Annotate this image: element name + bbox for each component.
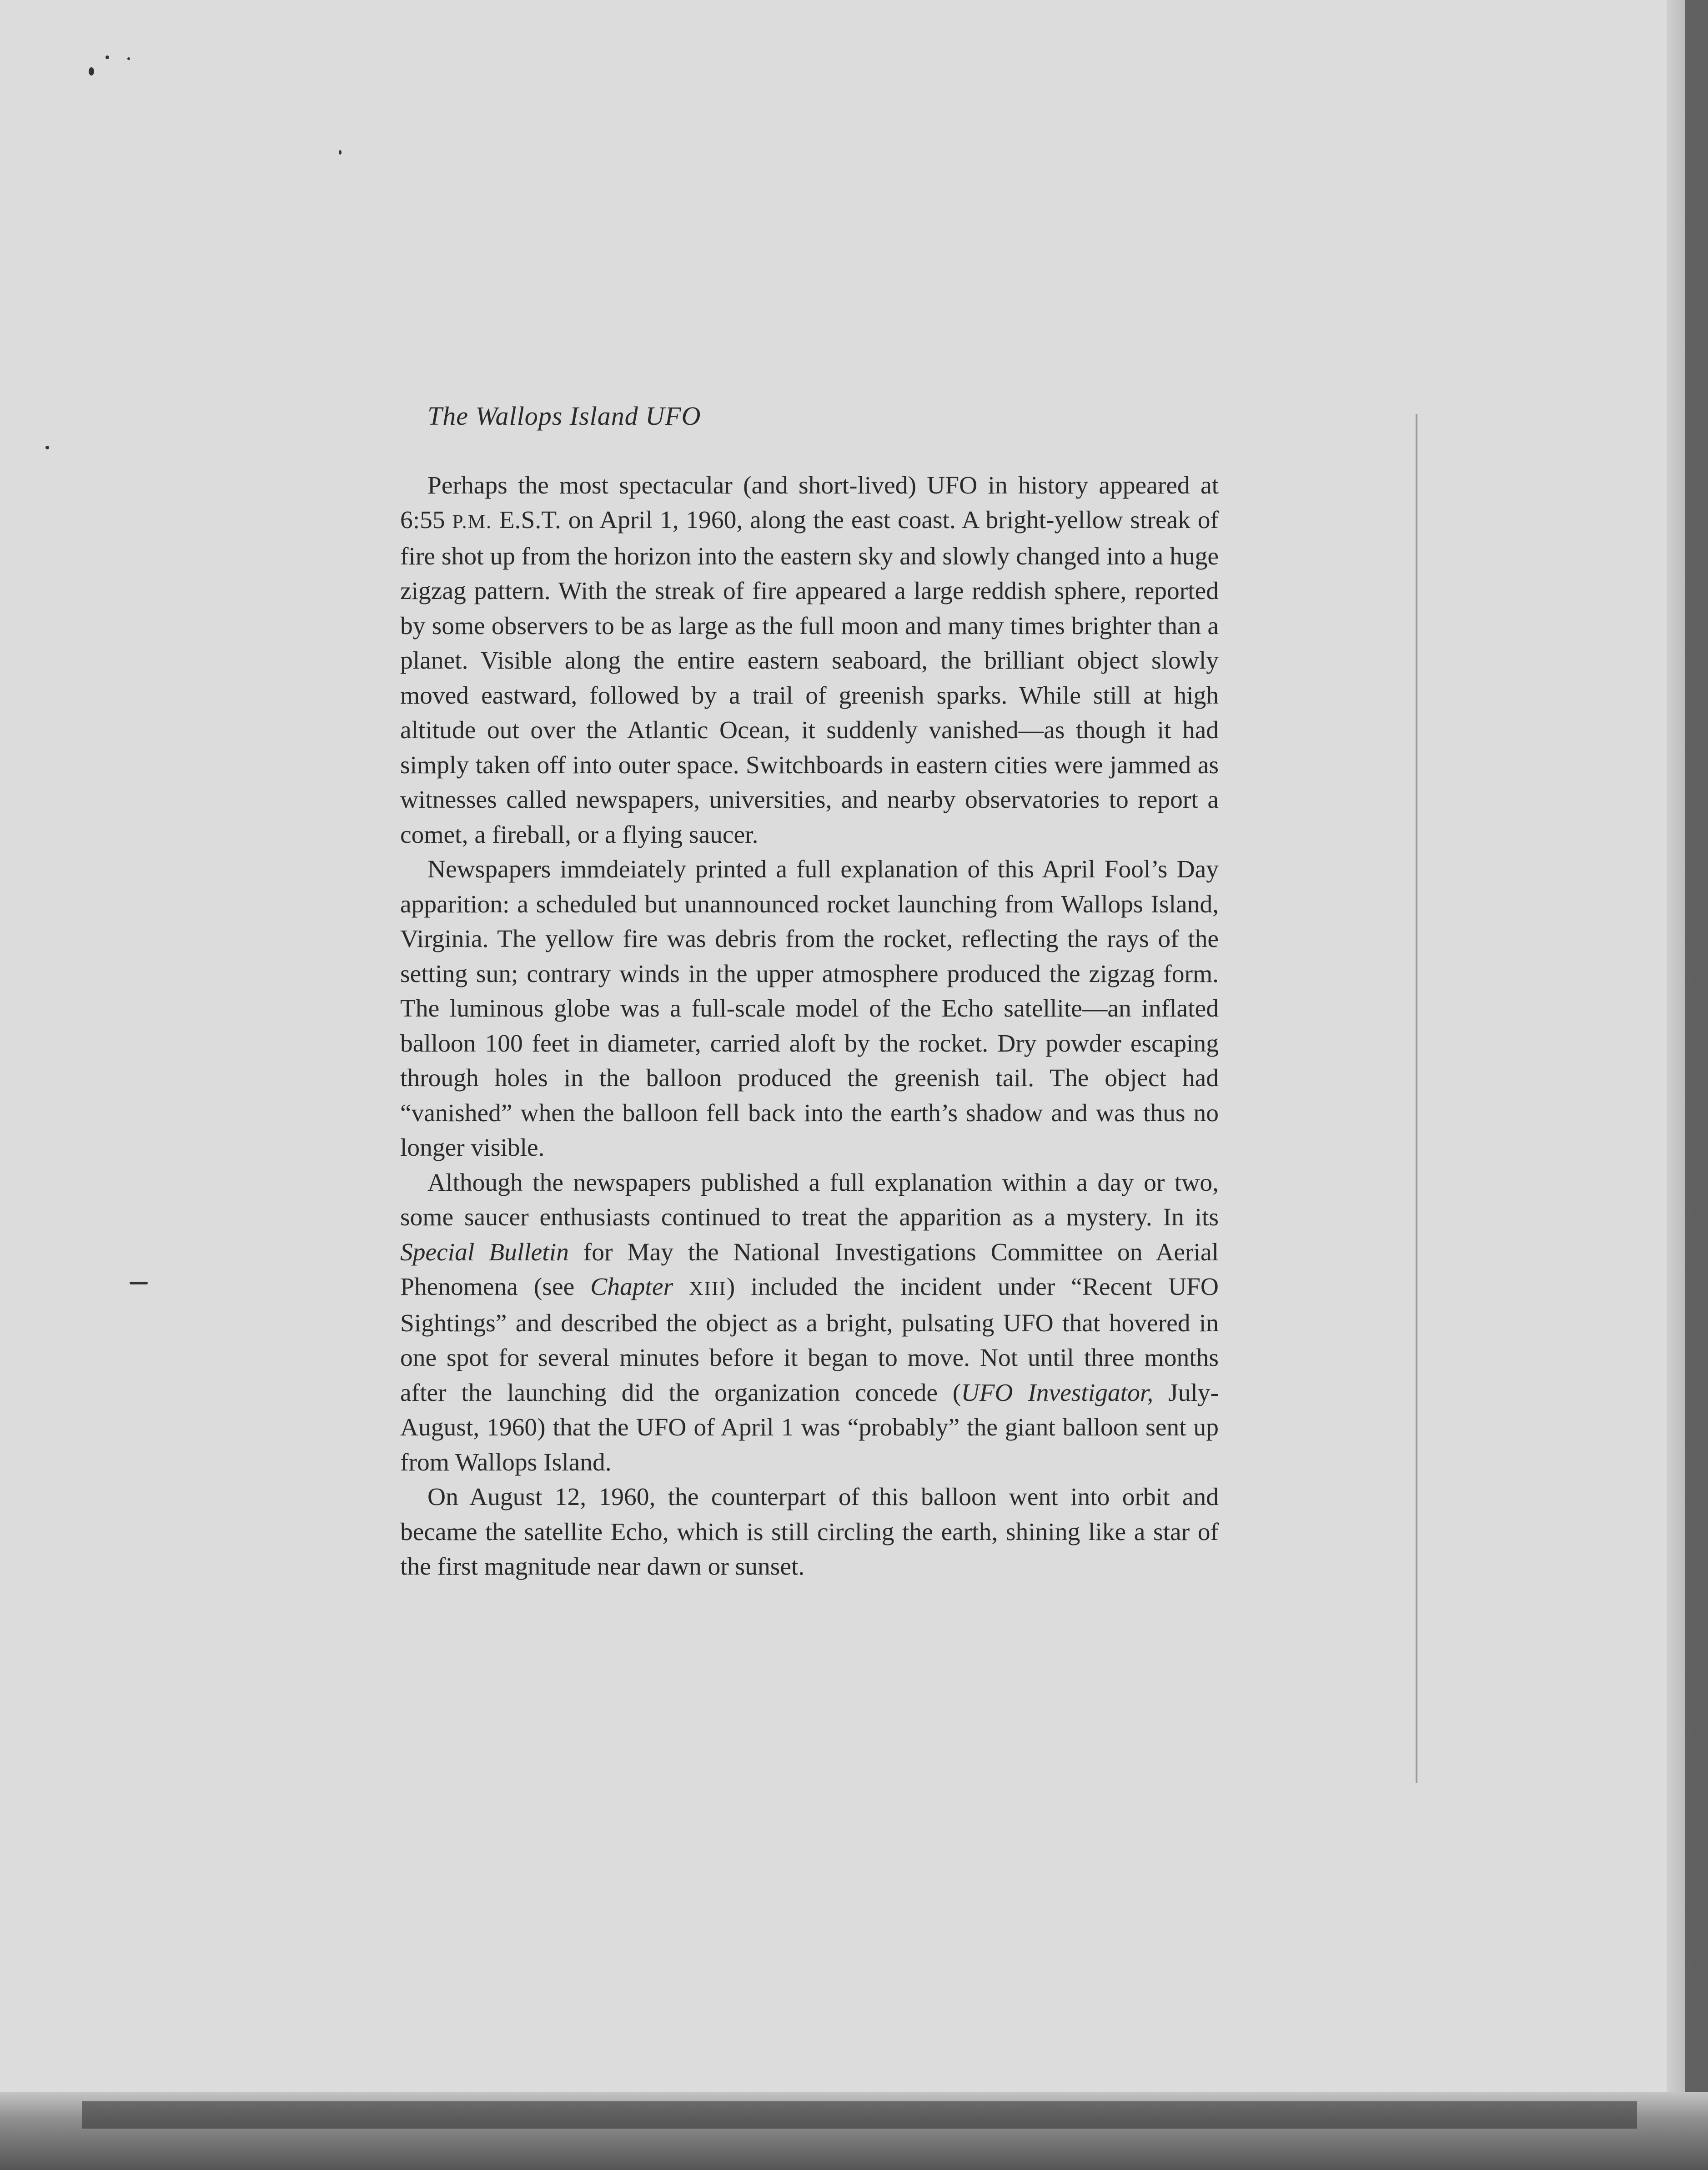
italic-text: Special Bulletin [400,1238,569,1266]
small-caps-text: P.M. [452,511,492,533]
scan-speck [339,150,342,155]
text-run: July-August, 1960) that the UFO of April 1 was “probably” the giant balloon sent up from Wallops Island. [400,1379,1219,1476]
text-run: Newspapers immdeiately printed a full explanation of this April Fool’s Day apparition: a scheduled but unannounced rocket launching from Wallops Island, Virginia. The yellow fire was debris from the rocket, reflecting the rays of the setting sun; contrary winds in the upper atmosphere produced the zigzag form. The luminous globe was a full-scale model of the Echo satellite—an inflated balloon 100 feet in diameter, carried aloft by the rocket. Dry powder escaping through holes in the balloon produced the greenish tail. The object had “vanished” when the balloon fell back into the earth’s shadow and was thus no longer visible. [400,856,1219,1162]
text-run: Perhaps the most spectacular (and short-lived) UFO in history appeared at 6:55 [400,471,1219,534]
italic-text: UFO Investigator, [961,1379,1154,1407]
page-text [400,400,1219,1585]
page-bottom-shadow [82,2101,1637,2129]
scan-speck [130,1282,148,1284]
gutter-rule [1416,414,1417,1783]
paragraph [400,1480,1219,1585]
text-run: for May the National Investigations Committee on Aerial Phenomena (see [400,1238,1219,1301]
text-run: Although the newspapers published a full explanation within a day or two, some saucer enthusiasts continued to treat the apparition as a mystery. In its [400,1168,1219,1232]
paragraph [400,468,1219,853]
italic-text: Chapter [590,1273,673,1301]
text-run: On August 12, 1960, the counterpart of this balloon went into orbit and became the satellite Echo, which is still circling the earth, shining like a star of the first magnitude near dawn or sunset. [400,1483,1219,1581]
page-edge-shade [1667,0,1685,2092]
scan-speck [45,446,49,449]
text-run: ) included the incident under “Recent UFO Sightings” and described the object as a bright, pulsating UFO that hovered in one spot for several minutes before it began to move. Not until three months after the launching did the organization concede ( [400,1273,1219,1407]
small-caps-text: XIII [689,1278,727,1300]
paragraph [400,1166,1219,1480]
text-run: E.S.T. on April 1, 1960, along the east coast. A bright-yellow streak of fire shot up from the horizon into the eastern sky and slowly changed into a huge zigzag pattern. With the streak of fire appeared a large reddish sphere, reported by some observers to be as large as the full moon and many times brighter than a planet. Visible along the entire eastern seaboard, the brilliant object slowly moved eastward, followed by a trail of greenish sparks. While still at high altitude out over the Atlantic Ocean, it suddenly vanished—as though it had simply taken off into outer space. Switchboards in eastern cities were jammed as witnesses called newspapers, universities, and nearby observatories to report a comet, a fireball, or a flying saucer. [400,506,1219,849]
running-title: The Wallops Island UFO [427,401,701,431]
scan-speck [127,57,130,60]
paragraph [400,852,1219,1166]
scan-speck [105,55,109,59]
text-run [673,1273,689,1301]
scan-speck [89,67,94,76]
